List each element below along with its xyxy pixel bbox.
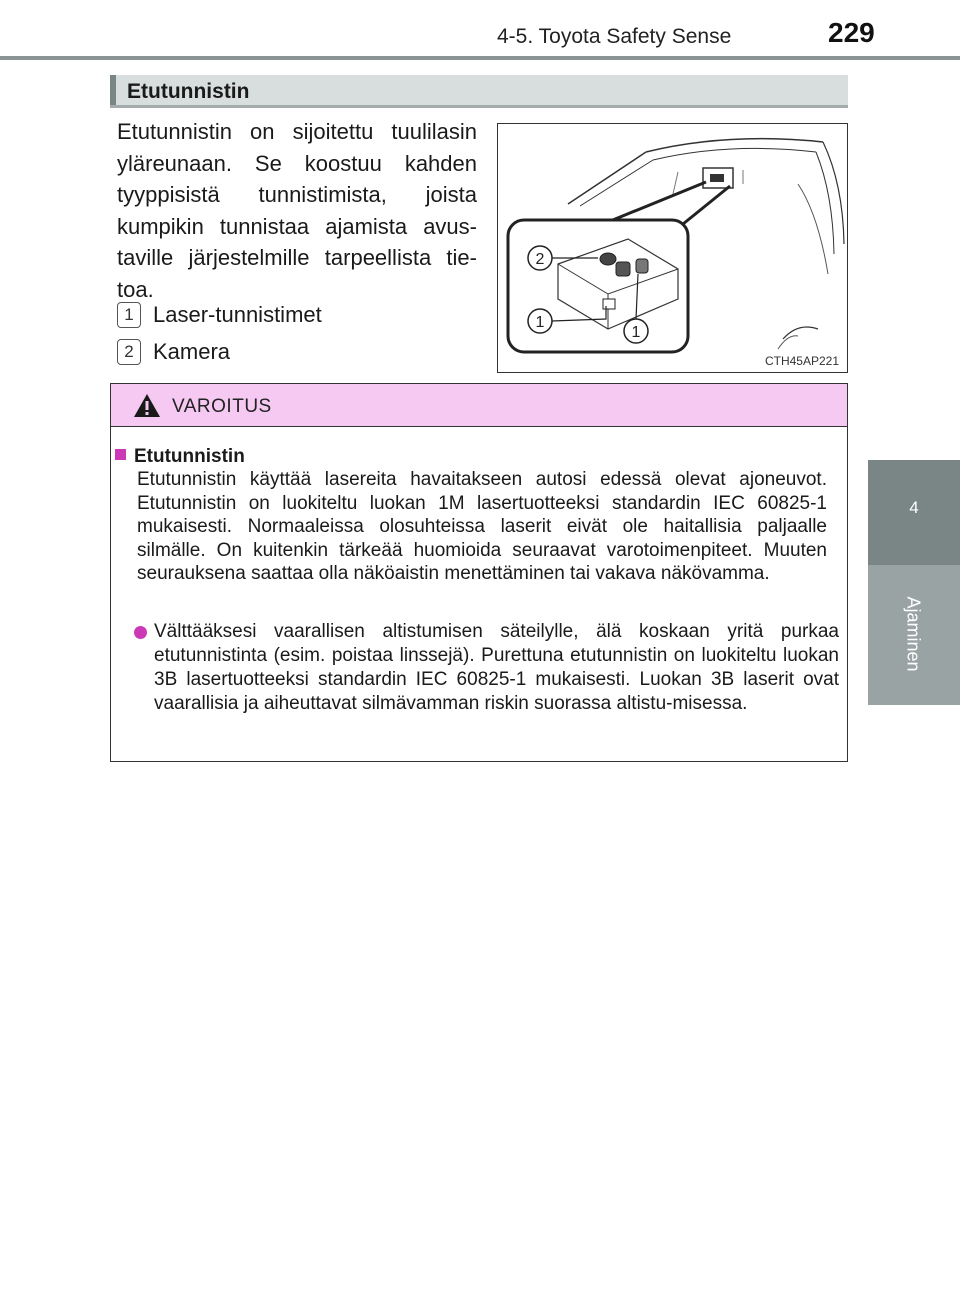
figure-code: CTH45AP221 — [764, 354, 839, 368]
chapter-label: Ajaminen — [903, 596, 924, 672]
list-number: 1 — [117, 302, 141, 328]
warning-bullet-text: Välttääksesi vaarallisen altistumisen säteilylle, älä koskaan yritä purkaa etutunnistinta (esim. poistaa linssejä). Purettuna etutunnistin on luokiteltu luokan 3B lasertuotteeksi standardin IEC 60825-1 mukaisesti. Luokan 3B laserit ovat vaarallisia ja aiheuttavat silmävamman riskin suorassa altistu-misessa. — [154, 621, 839, 714]
section-heading — [110, 75, 848, 108]
warning-box — [110, 383, 848, 762]
list-number: 2 — [117, 339, 141, 365]
running-header: 4-5. Toyota Safety Sense — [497, 25, 732, 48]
list-label: Laser-tunnistimet — [153, 302, 322, 327]
callout-1b: 1 — [631, 324, 641, 341]
callout-2: 2 — [535, 251, 545, 268]
warning-triangle-icon — [133, 393, 161, 418]
header-rule — [0, 56, 960, 60]
callout-1a: 1 — [535, 314, 545, 331]
windshield-sensor-drawing — [498, 124, 849, 374]
round-bullet-icon — [134, 626, 147, 639]
list-label: Kamera — [153, 339, 231, 364]
warning-title: VAROITUS — [172, 396, 272, 417]
intro-paragraph: Etutunnistin on sijoitettu tuulilasin yläreunaan. Se koostuu kahden tyyppisistä tunnistimista, joista kumpikin tunnistaa ajamista avus-taville järjestelmille tarpeellista tie-toa. — [117, 119, 477, 302]
list-item-laser — [117, 302, 322, 328]
warning-paragraph: Etutunnistin käyttää lasereita havaitakseen autosi edessä olevat ajoneuvot. Etutunnistin on luokiteltu luokan 1M lasertuotteeksi standardin IEC 60825-1 mukaisesti. Normaaleissa olosuhteissa laserit eivät ole haitallisia paljaalle silmälle. On kuitenkin tärkeää huomioida seuraavat varotoimenpiteet. Muuten seurauksena saattaa olla näköaistin menettäminen tai vakava näkövamma. — [137, 469, 827, 584]
square-bullet-icon — [115, 449, 126, 460]
section-heading-bar — [110, 75, 116, 105]
warning-bullet — [154, 620, 839, 716]
sensor-illustration — [497, 123, 848, 373]
chapter-number: 4 — [909, 498, 919, 517]
section-heading-text: Etutunnistin — [127, 80, 250, 103]
warning-subheading-text: Etutunnistin — [134, 446, 245, 467]
list-item-camera — [117, 339, 230, 365]
warning-header — [111, 384, 847, 427]
warning-subheading — [115, 446, 245, 468]
page-number: 229 — [828, 17, 875, 48]
